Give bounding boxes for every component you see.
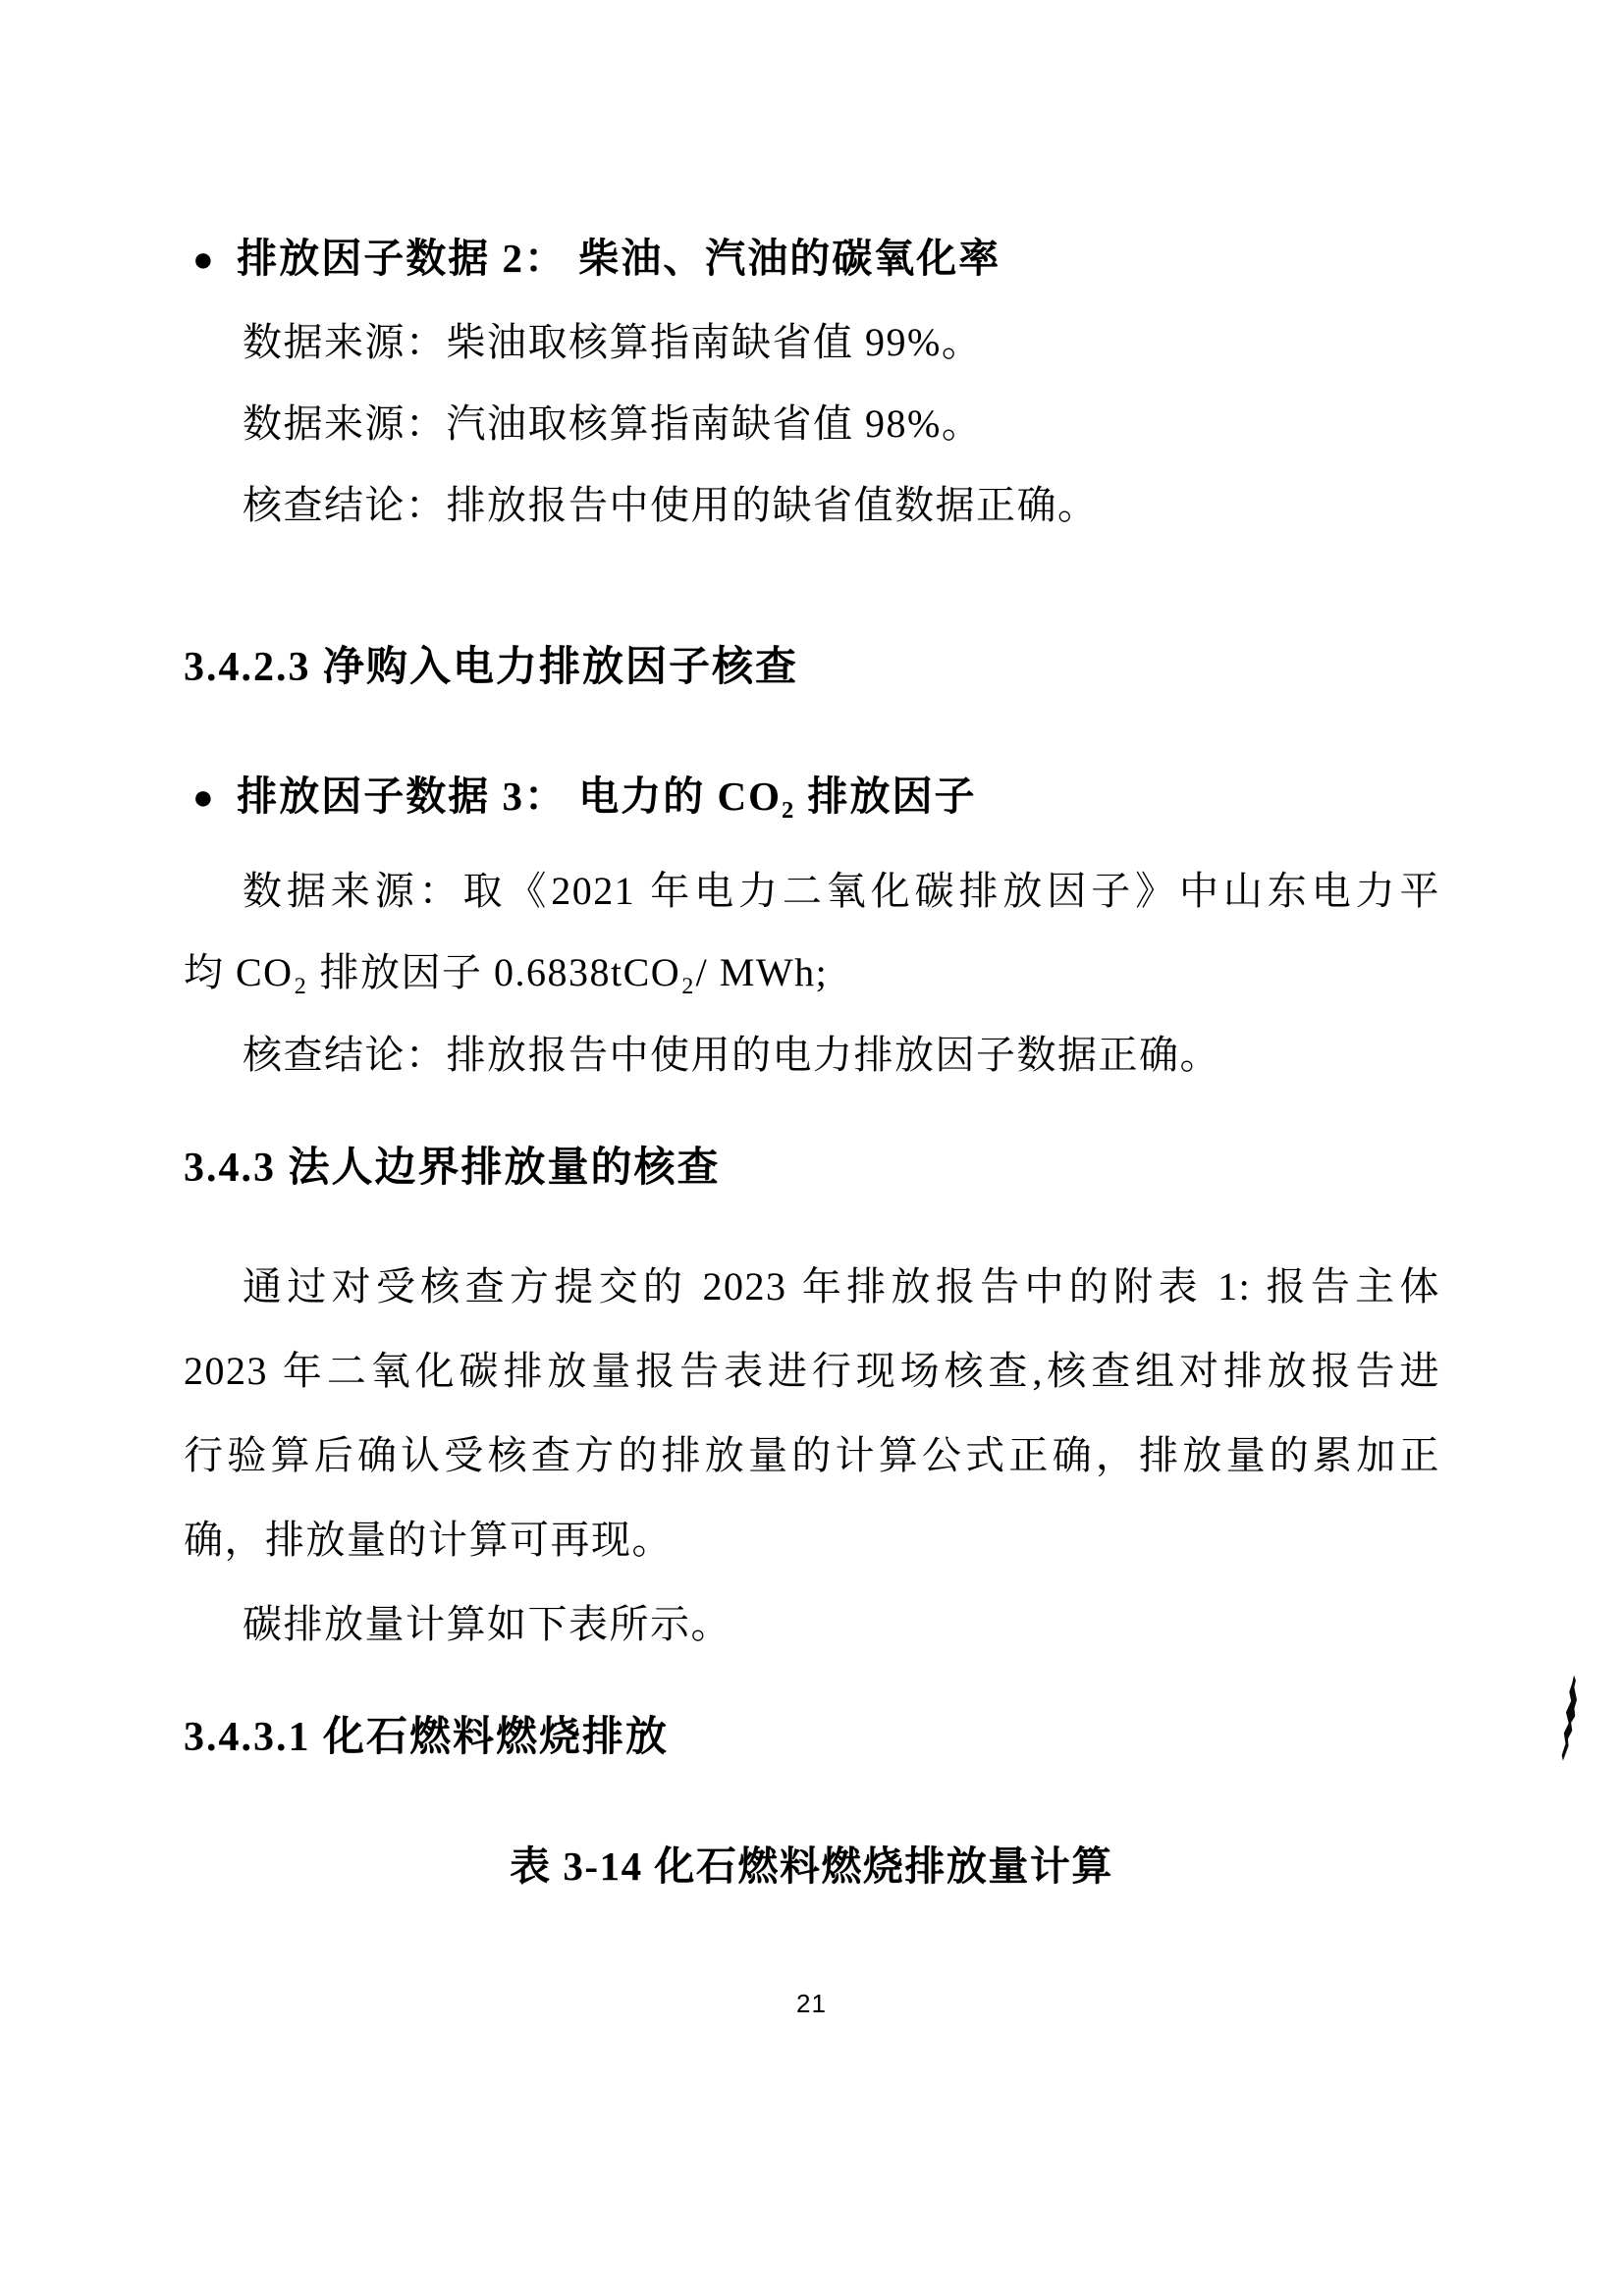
electricity-conclusion-line: 核查结论：排放报告中使用的电力排放因子数据正确。 xyxy=(243,1033,1220,1077)
gasoline-source-line: 数据来源：汽油取核算指南缺省值 98%。 xyxy=(243,401,983,446)
table-3-14-caption: 表 3-14 化石燃料燃烧排放量计算 xyxy=(510,1843,1113,1889)
diesel-source-line: 数据来源：柴油取核算指南缺省值 99%。 xyxy=(243,320,983,364)
emission-factor-2-title: 排放因子数据 2： 柴油、汽油的碳氧化率 xyxy=(237,236,1001,281)
section-heading-3-4-2-3: 3.4.2.3 净购入电力排放因子核查 xyxy=(184,645,799,690)
verification-paragraph-line-1: 通过对受核查方提交的 2023 年排放报告中的附表 1: 报告主体 xyxy=(243,1264,1440,1308)
section-heading-3-4-3-1: 3.4.3.1 化石燃料燃烧排放 xyxy=(184,1715,670,1760)
bullet-icon: ● xyxy=(192,239,216,279)
bullet-icon: ● xyxy=(192,776,216,817)
page-number: 21 xyxy=(796,1989,827,2018)
electricity-source-line-2: 均 CO₂ 排放因子 0.6838tCO₂/ MWh; xyxy=(184,950,829,994)
section-heading-3-4-3: 3.4.3 法人边界排放量的核查 xyxy=(184,1146,721,1191)
ink-smudge-artifact xyxy=(1555,1674,1581,1761)
emission-factor-2-title-line xyxy=(192,232,1001,286)
emission-factor-3-title-line xyxy=(192,770,977,824)
electricity-source-line-1: 数据来源：取《2021 年电力二氧化碳排放因子》中山东电力平 xyxy=(243,869,1440,913)
verification-paragraph-line-4: 确，排放量的计算可再现。 xyxy=(184,1518,673,1562)
calculation-note-line: 碳排放量计算如下表所示。 xyxy=(243,1602,731,1646)
verification-paragraph-line-2: 2023 年二氧化碳排放量报告表进行现场核查,核查组对排放报告进 xyxy=(184,1349,1440,1393)
verification-paragraph-line-3: 行验算后确认受核查方的排放量的计算公式正确，排放量的累加正 xyxy=(184,1433,1440,1477)
emission-factor-3-title: 排放因子数据 3： 电力的 CO₂ 排放因子 xyxy=(237,774,977,819)
oxidation-rate-conclusion-line: 核查结论：排放报告中使用的缺省值数据正确。 xyxy=(243,483,1099,527)
